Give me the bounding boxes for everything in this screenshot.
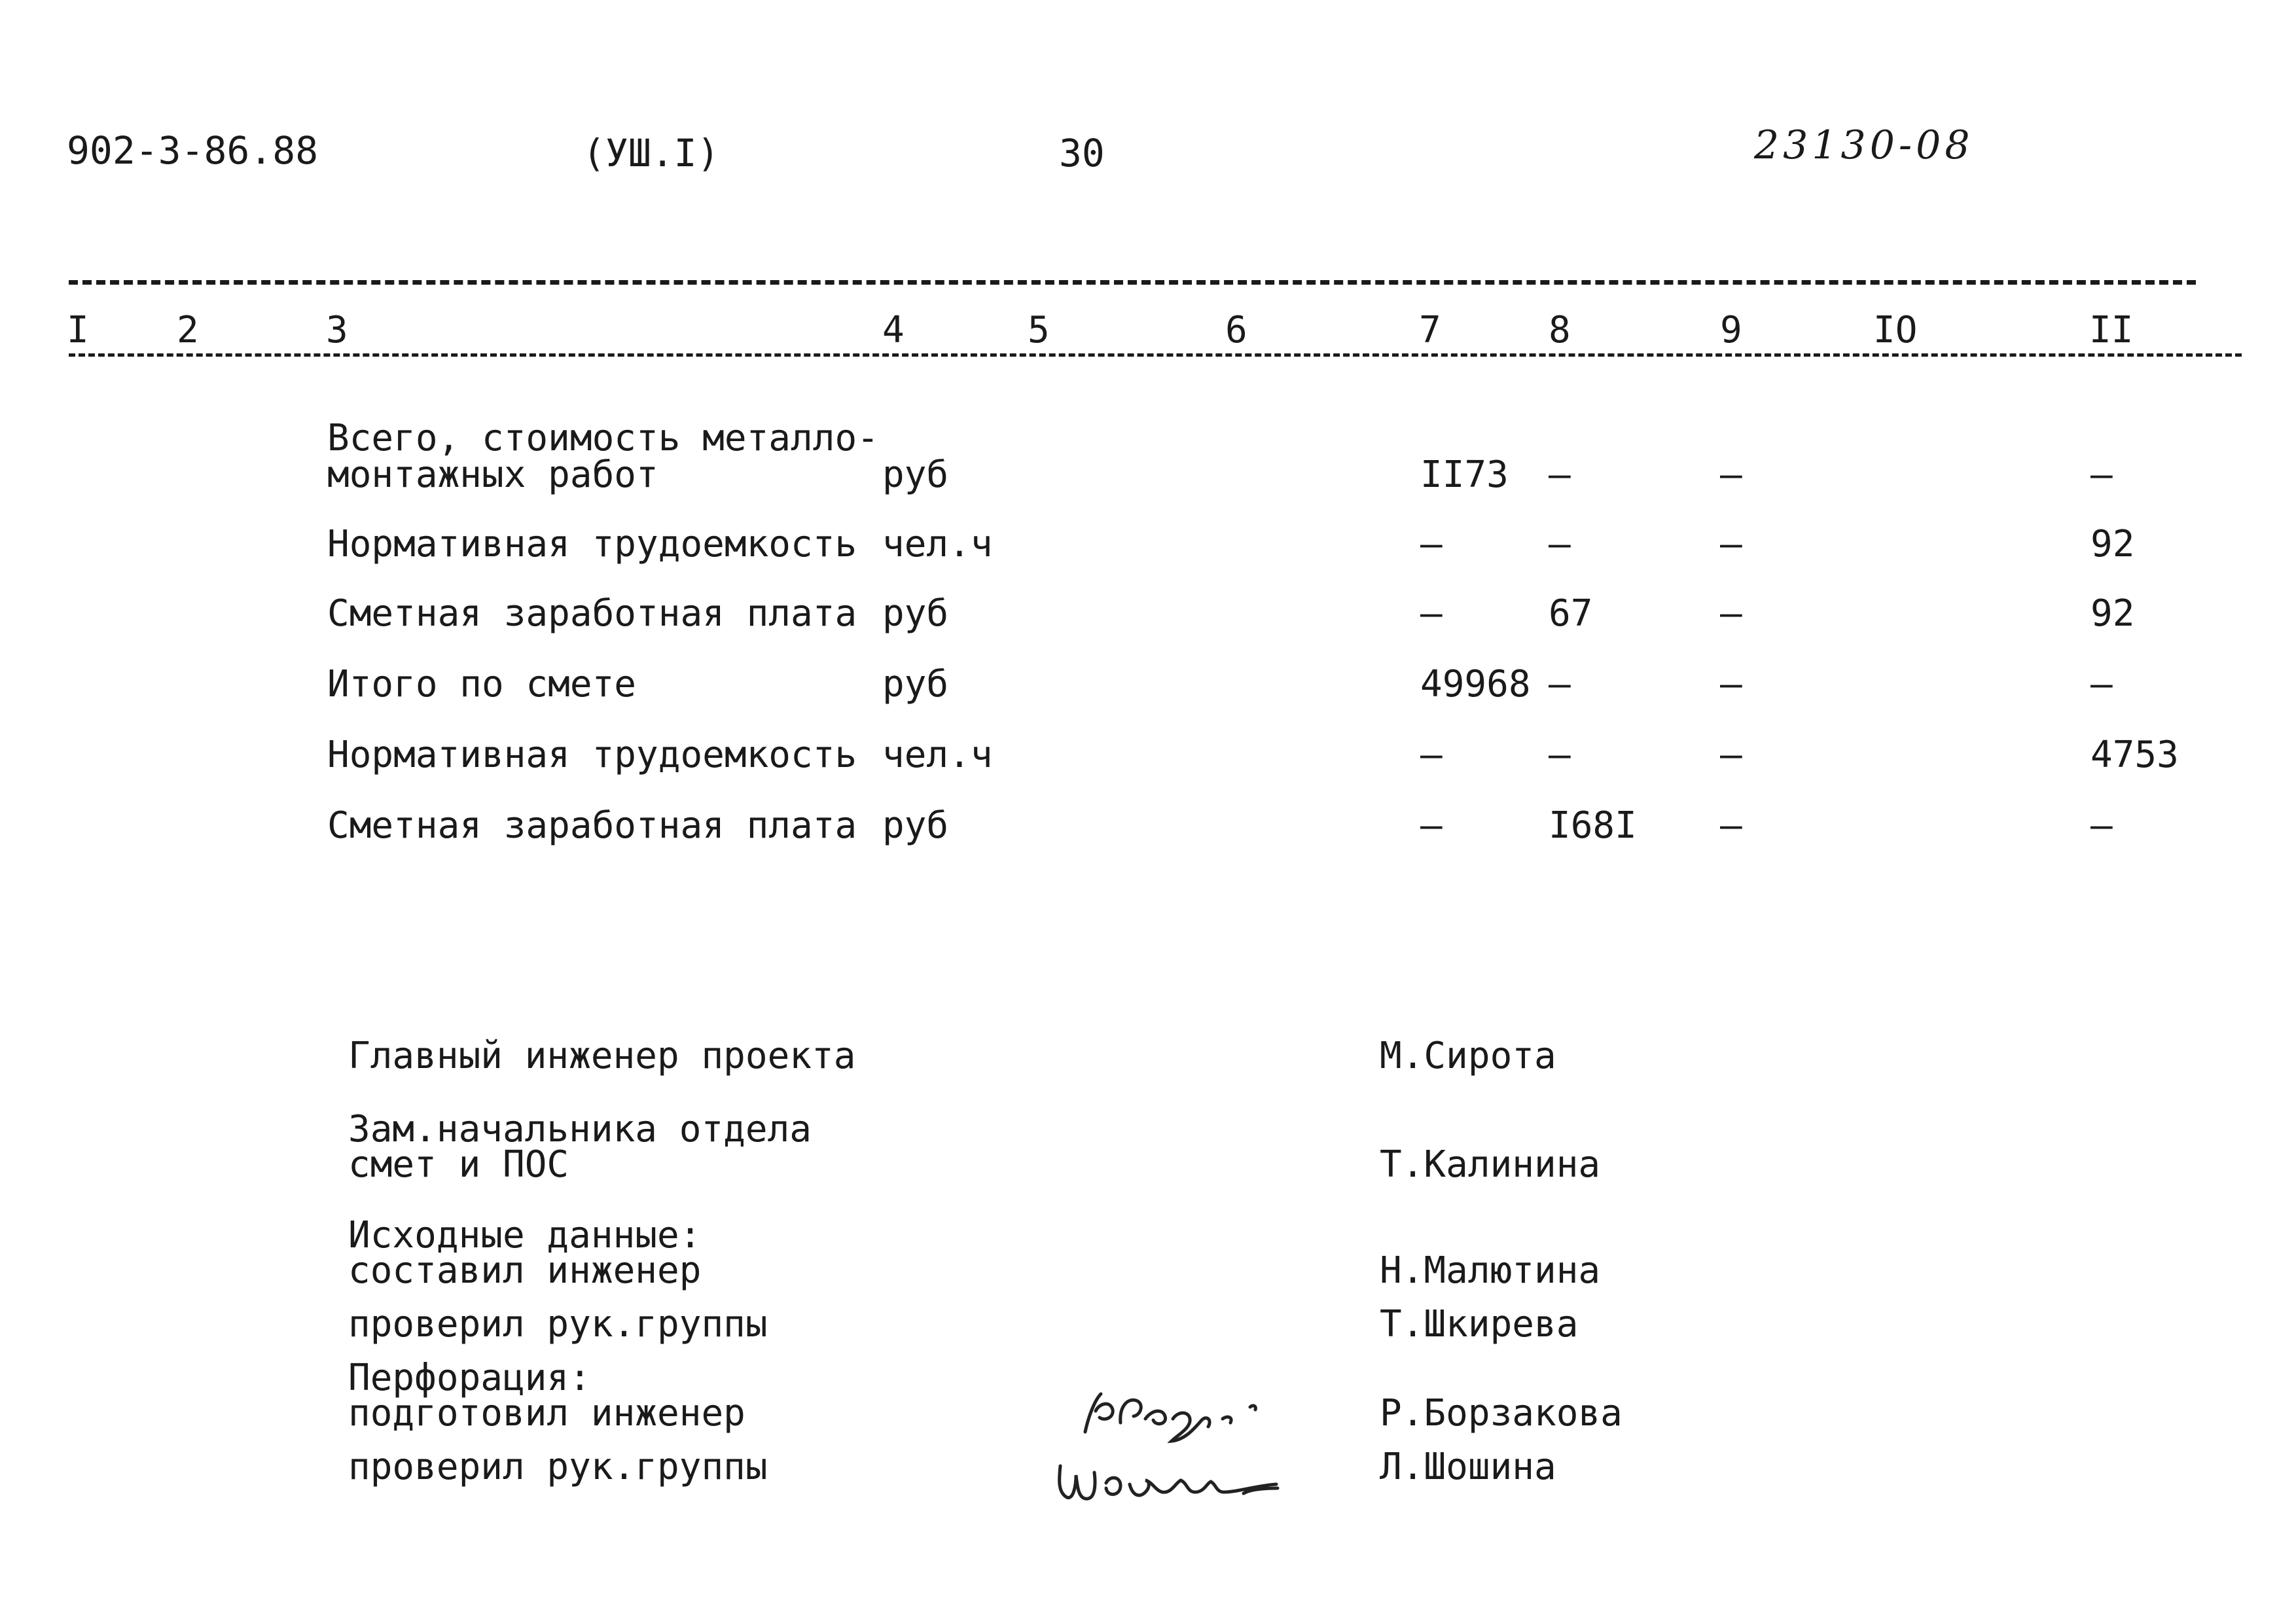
cell-col-9: – [1720, 804, 1742, 847]
signatory-role: Перфорация: [348, 1357, 591, 1399]
column-number-9: 9 [1720, 309, 1742, 351]
cell-col-8: – [1549, 454, 1571, 496]
column-number-1: I [67, 309, 89, 351]
handwritten-signature [1047, 1446, 1296, 1512]
row-unit: руб [882, 804, 949, 847]
row-label: Сметная заработная плата [327, 592, 857, 635]
signatory-role-continued: подготовил инженер [348, 1392, 745, 1435]
table-top-rule [69, 280, 2196, 285]
column-number-5: 5 [1028, 309, 1050, 351]
cell-col-9: – [1720, 523, 1742, 565]
cell-col-9: – [1720, 663, 1742, 705]
archive-number: 23130-08 [1754, 122, 1974, 168]
cell-col-8: – [1549, 663, 1571, 705]
cell-col-7: – [1420, 734, 1443, 776]
column-number-6: 6 [1225, 309, 1247, 351]
row-label: Сметная заработная плата [327, 804, 857, 847]
column-number-10: IO [1873, 309, 1918, 351]
row-unit: чел.ч [882, 734, 993, 776]
cell-col-7: II73 [1420, 454, 1509, 496]
signatory-role: проверил рук.группы [348, 1303, 768, 1346]
section-number: (УШ.I) [583, 131, 720, 175]
cell-col-7: – [1420, 592, 1443, 635]
signatory-name: М.Сирота [1380, 1035, 1556, 1077]
signatory-name: Т.Калинина [1380, 1143, 1601, 1186]
column-number-8: 8 [1549, 309, 1571, 351]
cell-col-8: I68I [1549, 804, 1637, 847]
cell-col-11: – [2090, 454, 2113, 496]
row-unit: чел.ч [882, 523, 993, 565]
column-number-11: II [2089, 309, 2134, 351]
row-label: Нормативная трудоемкость [327, 523, 857, 565]
cell-col-9: – [1720, 592, 1742, 635]
document-code: 902-3-86.88 [67, 128, 319, 173]
column-number-4: 4 [882, 309, 905, 351]
page-number: 30 [1059, 131, 1105, 175]
handwritten-signature [1073, 1381, 1309, 1453]
cell-col-7: – [1420, 804, 1443, 847]
signatory-name: Л.Шошина [1380, 1446, 1556, 1488]
row-unit: руб [882, 663, 949, 705]
signatory-role: Исходные данные: [348, 1214, 702, 1257]
cell-col-9: – [1720, 734, 1742, 776]
signatory-name: Н.Малютина [1380, 1249, 1601, 1292]
signatory-role: проверил рук.группы [348, 1446, 768, 1488]
cell-col-9: – [1720, 454, 1742, 496]
signatory-role: Зам.начальника отдела [348, 1108, 812, 1150]
row-unit: руб [882, 454, 949, 496]
row-unit: руб [882, 592, 949, 635]
cell-col-8: 67 [1549, 592, 1593, 635]
cell-col-8: – [1549, 523, 1571, 565]
row-label: Всего, стоимость металло- [327, 417, 879, 459]
signatory-name: Т.Шкирева [1380, 1303, 1579, 1346]
cell-col-11: – [2090, 804, 2113, 847]
cell-col-7: – [1420, 523, 1443, 565]
signatory-role: Главный инженер проекта [348, 1035, 856, 1077]
cell-col-11: 4753 [2090, 734, 2179, 776]
row-label: Итого по смете [327, 663, 637, 705]
cell-col-11: 92 [2090, 523, 2135, 565]
row-label: Нормативная трудоемкость [327, 734, 857, 776]
row-label-continued: монтажных работ [327, 454, 658, 496]
cell-col-11: 92 [2090, 592, 2135, 635]
column-number-2: 2 [177, 309, 199, 351]
column-row-rule [69, 353, 2242, 357]
signatory-role-continued: составил инженер [348, 1249, 702, 1292]
signatory-name: Р.Борзакова [1380, 1392, 1623, 1435]
cell-col-11: – [2090, 663, 2113, 705]
signatory-role-continued: смет и ПОС [348, 1143, 569, 1186]
column-number-7: 7 [1419, 309, 1441, 351]
column-number-3: 3 [326, 309, 348, 351]
cell-col-7: 49968 [1420, 663, 1531, 705]
cell-col-8: – [1549, 734, 1571, 776]
